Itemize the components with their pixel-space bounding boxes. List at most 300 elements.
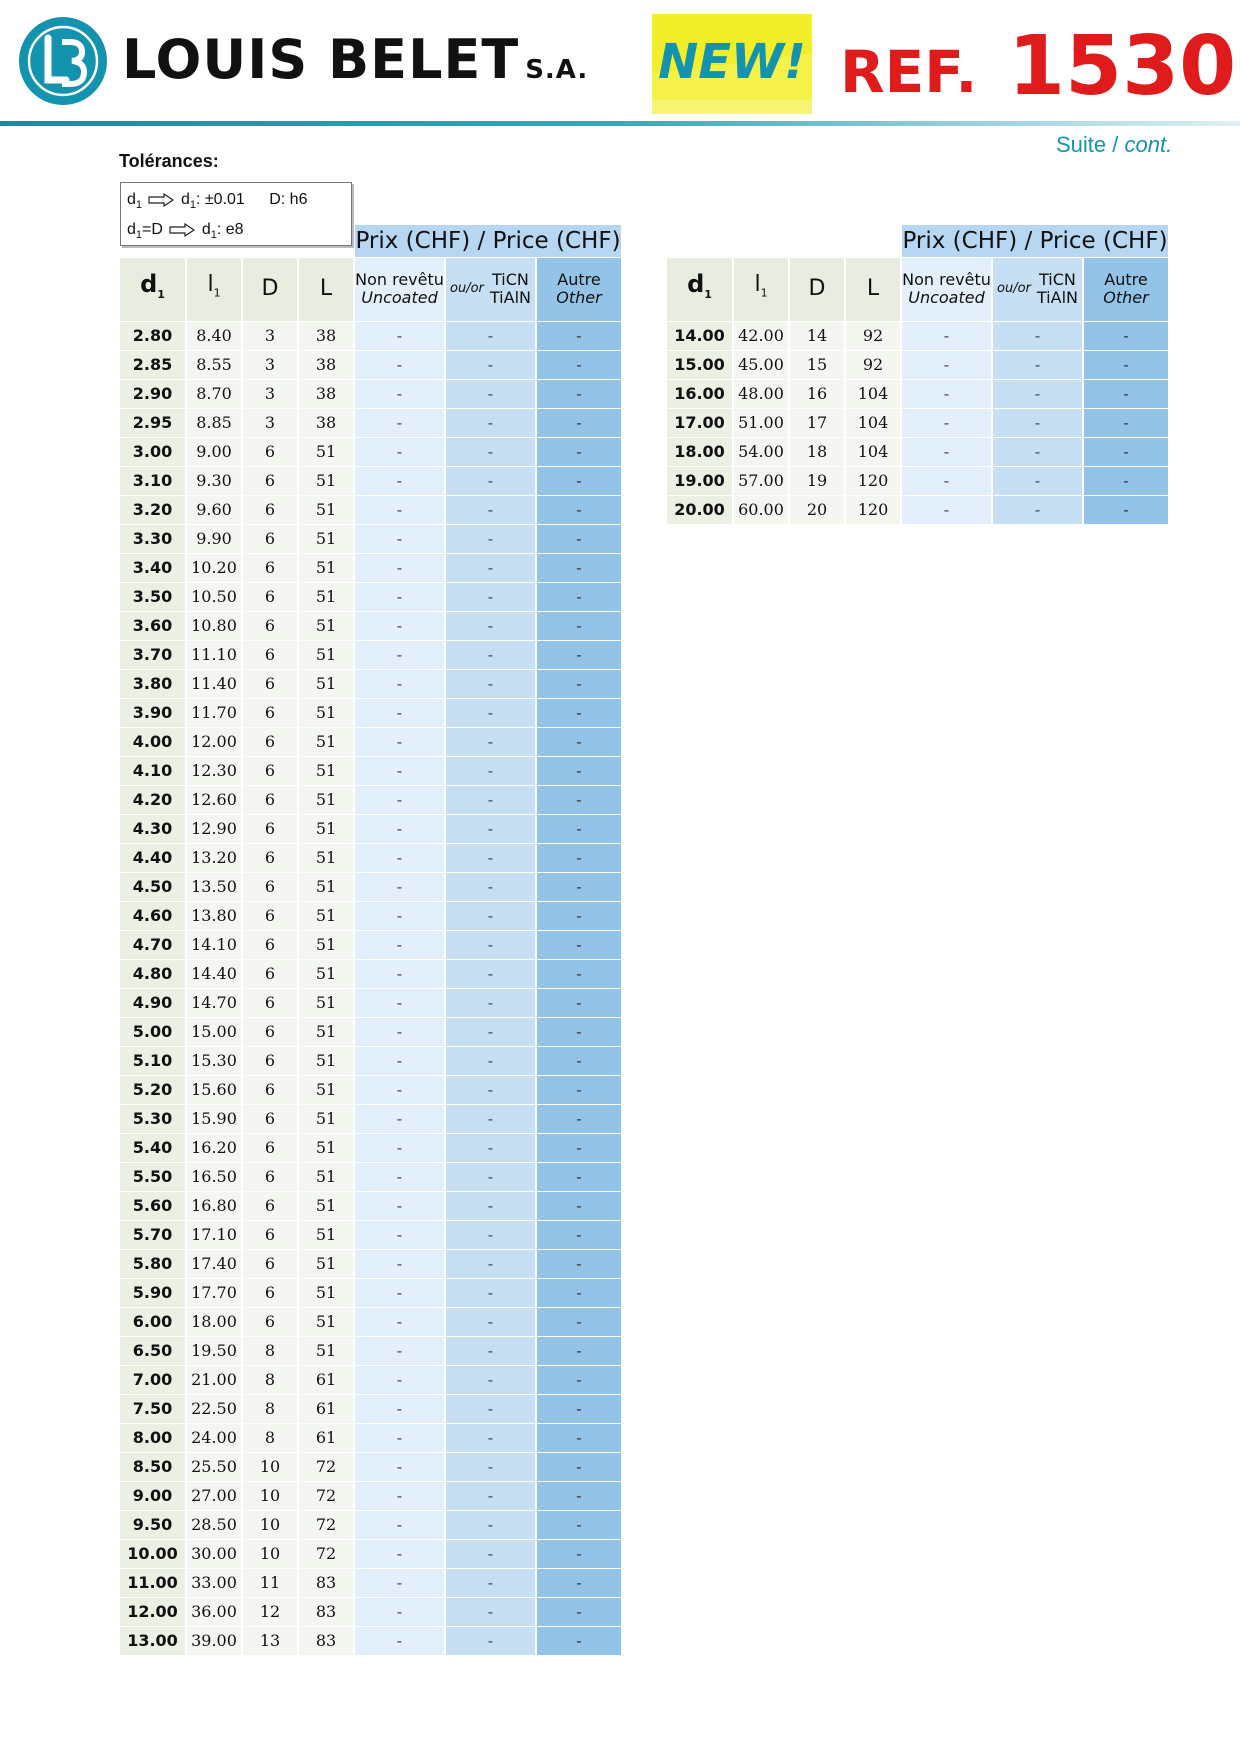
table-row [120,1192,621,1221]
cell-price-other: - [537,1163,621,1192]
cell-L: 51 [299,438,353,467]
cell-price-uncoated: - [355,1627,444,1656]
cell-L: 72 [299,1511,353,1540]
table-row [120,612,621,641]
cell-price-other: - [537,1308,621,1337]
cell-price-coated: - [446,815,535,844]
cell-price-uncoated: - [355,1569,444,1598]
cell-price-uncoated: - [355,322,444,351]
cell-d1: 5.50 [120,1163,185,1192]
cell-price-uncoated: - [355,1163,444,1192]
cell-l1: 11.40 [187,670,241,699]
cell-L: 51 [299,844,353,873]
cell-price-uncoated: - [355,1047,444,1076]
table-row [120,1279,621,1308]
cell-D: 3 [243,380,297,409]
cell-price-other: - [537,931,621,960]
cell-D: 6 [243,1221,297,1250]
cell-price-other: - [537,1018,621,1047]
cell-D: 6 [243,786,297,815]
table-row [667,438,1168,467]
cell-l1: 51.00 [734,409,788,438]
cell-d1: 3.10 [120,467,185,496]
cell-price-uncoated: - [355,496,444,525]
cell-price-uncoated: - [355,931,444,960]
table-row [120,1540,621,1569]
cell-price-uncoated: - [902,380,991,409]
cell-D: 6 [243,554,297,583]
cell-l1: 16.20 [187,1134,241,1163]
ref-label: REF. [840,38,978,106]
cell-price-other: - [537,1279,621,1308]
cell-d1: 2.95 [120,409,185,438]
cell-price-other: - [537,1337,621,1366]
header-L: L [846,258,900,322]
header-L: L [299,258,353,322]
cell-price-coated: - [446,902,535,931]
price-header-row [120,225,621,258]
cell-L: 38 [299,351,353,380]
cell-price-uncoated: - [355,1250,444,1279]
cell-d1: 4.50 [120,873,185,902]
cell-price-coated: - [993,351,1082,380]
cell-price-uncoated: - [355,1337,444,1366]
cell-l1: 8.70 [187,380,241,409]
header-coated: ou/or TiCN TiAlN [993,258,1082,322]
cell-L: 51 [299,583,353,612]
cell-price-coated: - [446,1627,535,1656]
tolerance-value-1: $d_1$: ±0.01 [180,191,245,212]
cell-D: 6 [243,844,297,873]
price-title: Prix (CHF) / Price (CHF) [355,225,621,258]
cell-D: 6 [243,1163,297,1192]
cell-d1: 5.70 [120,1221,185,1250]
cell-D: 15 [790,351,844,380]
cell-price-uncoated: - [355,989,444,1018]
cell-l1: 9.90 [187,525,241,554]
cell-L: 51 [299,1076,353,1105]
cell-price-coated: - [446,844,535,873]
cell-price-other: - [537,380,621,409]
cell-d1: 5.40 [120,1134,185,1163]
cell-price-uncoated: - [902,322,991,351]
cell-d1: 5.80 [120,1250,185,1279]
cell-d1: 4.60 [120,902,185,931]
cell-l1: 13.20 [187,844,241,873]
cell-L: 51 [299,960,353,989]
cell-price-uncoated: - [355,1076,444,1105]
cell-L: 51 [299,931,353,960]
table-row [120,583,621,612]
cell-L: 51 [299,728,353,757]
cell-l1: 13.50 [187,873,241,902]
cell-price-other: - [1084,438,1168,467]
cell-D: 6 [243,525,297,554]
cell-d1: 12.00 [120,1598,185,1627]
cell-d1: 15.00 [667,351,732,380]
cell-price-uncoated: - [355,583,444,612]
cell-price-other: - [537,1076,621,1105]
cell-d1: 9.00 [120,1482,185,1511]
cell-l1: 42.00 [734,322,788,351]
cell-price-other: - [537,1453,621,1482]
cell-L: 51 [299,612,353,641]
cell-price-uncoated: - [355,1134,444,1163]
cell-L: 38 [299,409,353,438]
table-row [120,670,621,699]
table-row [120,1424,621,1453]
cell-D: 10 [243,1453,297,1482]
cell-l1: 8.40 [187,322,241,351]
cell-d1: 20.00 [667,496,732,525]
cell-l1: 12.00 [187,728,241,757]
cell-L: 51 [299,670,353,699]
cell-price-coated: - [446,989,535,1018]
cell-L: 51 [299,1337,353,1366]
cell-D: 14 [790,322,844,351]
cell-l1: 27.00 [187,1482,241,1511]
column-header-row [120,258,621,322]
cell-D: 6 [243,1047,297,1076]
cell-d1: 5.90 [120,1279,185,1308]
cell-L: 51 [299,1308,353,1337]
cell-price-uncoated: - [355,757,444,786]
cell-l1: 14.40 [187,960,241,989]
cell-l1: 17.40 [187,1250,241,1279]
table-row [120,351,621,380]
header-l1: $l_1$ [734,258,788,322]
cell-d1: 3.40 [120,554,185,583]
table-row [120,409,621,438]
cell-L: 51 [299,1192,353,1221]
table-row [120,699,621,728]
table-row [667,322,1168,351]
cell-price-uncoated: - [355,1598,444,1627]
cell-price-uncoated: - [355,1308,444,1337]
table-row [120,1395,621,1424]
cell-L: 72 [299,1482,353,1511]
cell-l1: 21.00 [187,1366,241,1395]
cell-L: 104 [846,380,900,409]
cell-l1: 60.00 [734,496,788,525]
cell-l1: 9.60 [187,496,241,525]
cell-d1: 3.50 [120,583,185,612]
cell-price-coated: - [446,931,535,960]
cell-price-other: - [537,1395,621,1424]
cell-price-uncoated: - [355,1453,444,1482]
cell-price-other: - [537,1366,621,1395]
cell-l1: 13.80 [187,902,241,931]
cell-D: 17 [790,409,844,438]
cell-l1: 45.00 [734,351,788,380]
table-row [120,757,621,786]
table-row [120,1221,621,1250]
cell-l1: 22.50 [187,1395,241,1424]
cell-D: 6 [243,1250,297,1279]
cell-price-other: - [537,1424,621,1453]
cell-price-uncoated: - [355,1366,444,1395]
cell-price-uncoated: - [355,960,444,989]
cell-price-coated: - [446,1018,535,1047]
header-d1: $d_1$ [667,258,732,322]
table-row [667,467,1168,496]
cell-price-coated: - [446,1540,535,1569]
tolerance-condition-2: $d_1=D$ [127,221,163,242]
cell-price-uncoated: - [902,409,991,438]
cell-l1: 54.00 [734,438,788,467]
cell-price-coated: - [446,1424,535,1453]
cell-price-other: - [1084,409,1168,438]
header-other: Autre Other [537,258,621,322]
cell-price-coated: - [446,380,535,409]
cell-d1: 3.60 [120,612,185,641]
cell-l1: 12.60 [187,786,241,815]
cell-L: 51 [299,1221,353,1250]
cell-price-other: - [537,873,621,902]
cell-L: 83 [299,1598,353,1627]
cell-price-uncoated: - [355,554,444,583]
cell-D: 16 [790,380,844,409]
cell-price-other: - [537,960,621,989]
cell-price-uncoated: - [355,1018,444,1047]
cell-price-other: - [537,1134,621,1163]
table-row [120,496,621,525]
cell-price-other: - [537,641,621,670]
tolerance-value-2: $d_1$: e8 [201,221,244,242]
cell-D: 13 [243,1627,297,1656]
cell-d1: 3.00 [120,438,185,467]
cell-price-coated: - [446,1279,535,1308]
spec-table-right-body [667,322,1168,525]
cell-D: 6 [243,757,297,786]
cell-price-coated: - [446,554,535,583]
header-uncoated: Non revêtu Uncoated [902,258,991,322]
cell-price-coated: - [446,699,535,728]
cell-price-coated: - [446,1105,535,1134]
cell-D: 6 [243,728,297,757]
cell-price-uncoated: - [355,728,444,757]
cell-d1: 4.00 [120,728,185,757]
cell-price-other: - [1084,467,1168,496]
table-row [120,989,621,1018]
cell-price-coated: - [446,641,535,670]
cell-price-other: - [537,1221,621,1250]
cell-price-uncoated: - [355,1540,444,1569]
cell-D: 6 [243,902,297,931]
cell-d1: 19.00 [667,467,732,496]
cell-l1: 16.50 [187,1163,241,1192]
cell-price-uncoated: - [355,438,444,467]
cell-l1: 39.00 [187,1627,241,1656]
cell-D: 3 [243,409,297,438]
cell-D: 20 [790,496,844,525]
cell-D: 3 [243,322,297,351]
cell-d1: 7.50 [120,1395,185,1424]
cell-price-other: - [537,1047,621,1076]
cell-D: 10 [243,1482,297,1511]
cell-L: 83 [299,1627,353,1656]
cell-price-uncoated: - [355,380,444,409]
company-suffix: S.A. [525,55,589,85]
cell-D: 6 [243,496,297,525]
cell-L: 51 [299,1105,353,1134]
cell-price-coated: - [446,322,535,351]
cell-L: 38 [299,380,353,409]
table-row [120,960,621,989]
cell-price-uncoated: - [355,467,444,496]
spec-table-left [118,225,623,1656]
table-row [120,1134,621,1163]
cell-d1: 5.60 [120,1192,185,1221]
cell-L: 51 [299,1134,353,1163]
cell-d1: 8.00 [120,1424,185,1453]
cell-d1: 13.00 [120,1627,185,1656]
cell-d1: 8.50 [120,1453,185,1482]
cell-price-other: - [537,1511,621,1540]
price-header-row [667,225,1168,258]
cell-price-other: - [537,351,621,380]
header-coated: ou/or TiCN TiAlN [446,258,535,322]
cell-price-coated: - [446,1598,535,1627]
cell-L: 51 [299,699,353,728]
cell-price-uncoated: - [355,670,444,699]
cell-price-coated: - [446,1511,535,1540]
cell-price-uncoated: - [355,612,444,641]
continued-label: Suite / cont. [1056,132,1173,157]
cell-L: 51 [299,757,353,786]
cell-L: 92 [846,322,900,351]
cell-price-coated: - [993,496,1082,525]
cell-price-coated: - [446,757,535,786]
cell-price-uncoated: - [355,525,444,554]
cell-d1: 9.50 [120,1511,185,1540]
cell-l1: 25.50 [187,1453,241,1482]
cell-l1: 10.50 [187,583,241,612]
table-row [120,815,621,844]
cell-l1: 57.00 [734,467,788,496]
tolerance-shank: D: h6 [269,191,308,208]
cell-price-other: - [537,438,621,467]
cell-price-other: - [537,322,621,351]
header-uncoated: Non revêtu Uncoated [355,258,444,322]
cell-L: 51 [299,554,353,583]
cell-D: 6 [243,1076,297,1105]
arrow-right-icon [148,193,174,207]
cell-price-coated: - [446,1395,535,1424]
cell-l1: 11.10 [187,641,241,670]
table-row [120,1366,621,1395]
table-row [120,902,621,931]
cell-L: 51 [299,989,353,1018]
cell-D: 6 [243,1105,297,1134]
cell-price-coated: - [446,1482,535,1511]
table-row [120,1018,621,1047]
cell-L: 51 [299,1018,353,1047]
cell-price-uncoated: - [355,351,444,380]
cell-price-uncoated: - [355,786,444,815]
cell-D: 6 [243,438,297,467]
new-badge [652,14,812,114]
cell-d1: 16.00 [667,380,732,409]
cell-d1: 11.00 [120,1569,185,1598]
cell-L: 38 [299,322,353,351]
table-row [120,1105,621,1134]
cell-d1: 2.90 [120,380,185,409]
cell-d1: 6.50 [120,1337,185,1366]
cell-D: 12 [243,1598,297,1627]
cell-price-uncoated: - [355,1192,444,1221]
cell-price-coated: - [446,1163,535,1192]
table-row [667,351,1168,380]
table-row [120,728,621,757]
cell-price-coated: - [446,1221,535,1250]
cell-L: 120 [846,496,900,525]
cell-l1: 14.10 [187,931,241,960]
table-row [120,1569,621,1598]
cell-d1: 7.00 [120,1366,185,1395]
cell-d1: 5.30 [120,1105,185,1134]
cell-D: 6 [243,1018,297,1047]
cell-D: 6 [243,670,297,699]
cell-price-coated: - [993,380,1082,409]
cell-l1: 10.20 [187,554,241,583]
cell-l1: 28.50 [187,1511,241,1540]
cell-d1: 4.40 [120,844,185,873]
cell-price-other: - [537,467,621,496]
cell-price-coated: - [446,612,535,641]
cell-price-other: - [537,728,621,757]
cell-D: 6 [243,583,297,612]
cell-d1: 17.00 [667,409,732,438]
cell-L: 72 [299,1540,353,1569]
cell-D: 3 [243,351,297,380]
cell-L: 61 [299,1366,353,1395]
table-row [120,931,621,960]
header-other: Autre Other [1084,258,1168,322]
cell-d1: 4.30 [120,815,185,844]
cell-L: 83 [299,1569,353,1598]
cell-L: 51 [299,786,353,815]
cell-price-coated: - [446,351,535,380]
cell-D: 10 [243,1511,297,1540]
table-row [120,438,621,467]
cell-price-coated: - [446,1076,535,1105]
table-row [120,873,621,902]
cell-D: 6 [243,699,297,728]
ref-number: 1530 [1008,19,1237,114]
cell-l1: 9.00 [187,438,241,467]
louis-belet-logo [18,16,108,106]
cell-price-coated: - [446,1366,535,1395]
cell-price-uncoated: - [902,438,991,467]
cell-price-other: - [1084,380,1168,409]
cell-l1: 17.10 [187,1221,241,1250]
cell-price-coated: - [446,786,535,815]
cell-D: 10 [243,1540,297,1569]
cell-D: 6 [243,1279,297,1308]
header-d1: $d_1$ [120,258,185,322]
table-row [120,1453,621,1482]
cell-price-coated: - [446,1192,535,1221]
cell-D: 8 [243,1337,297,1366]
cell-d1: 4.20 [120,786,185,815]
cell-L: 51 [299,1163,353,1192]
cell-d1: 3.70 [120,641,185,670]
cell-price-other: - [537,1540,621,1569]
cell-l1: 15.90 [187,1105,241,1134]
cell-l1: 11.70 [187,699,241,728]
cell-price-coated: - [446,583,535,612]
